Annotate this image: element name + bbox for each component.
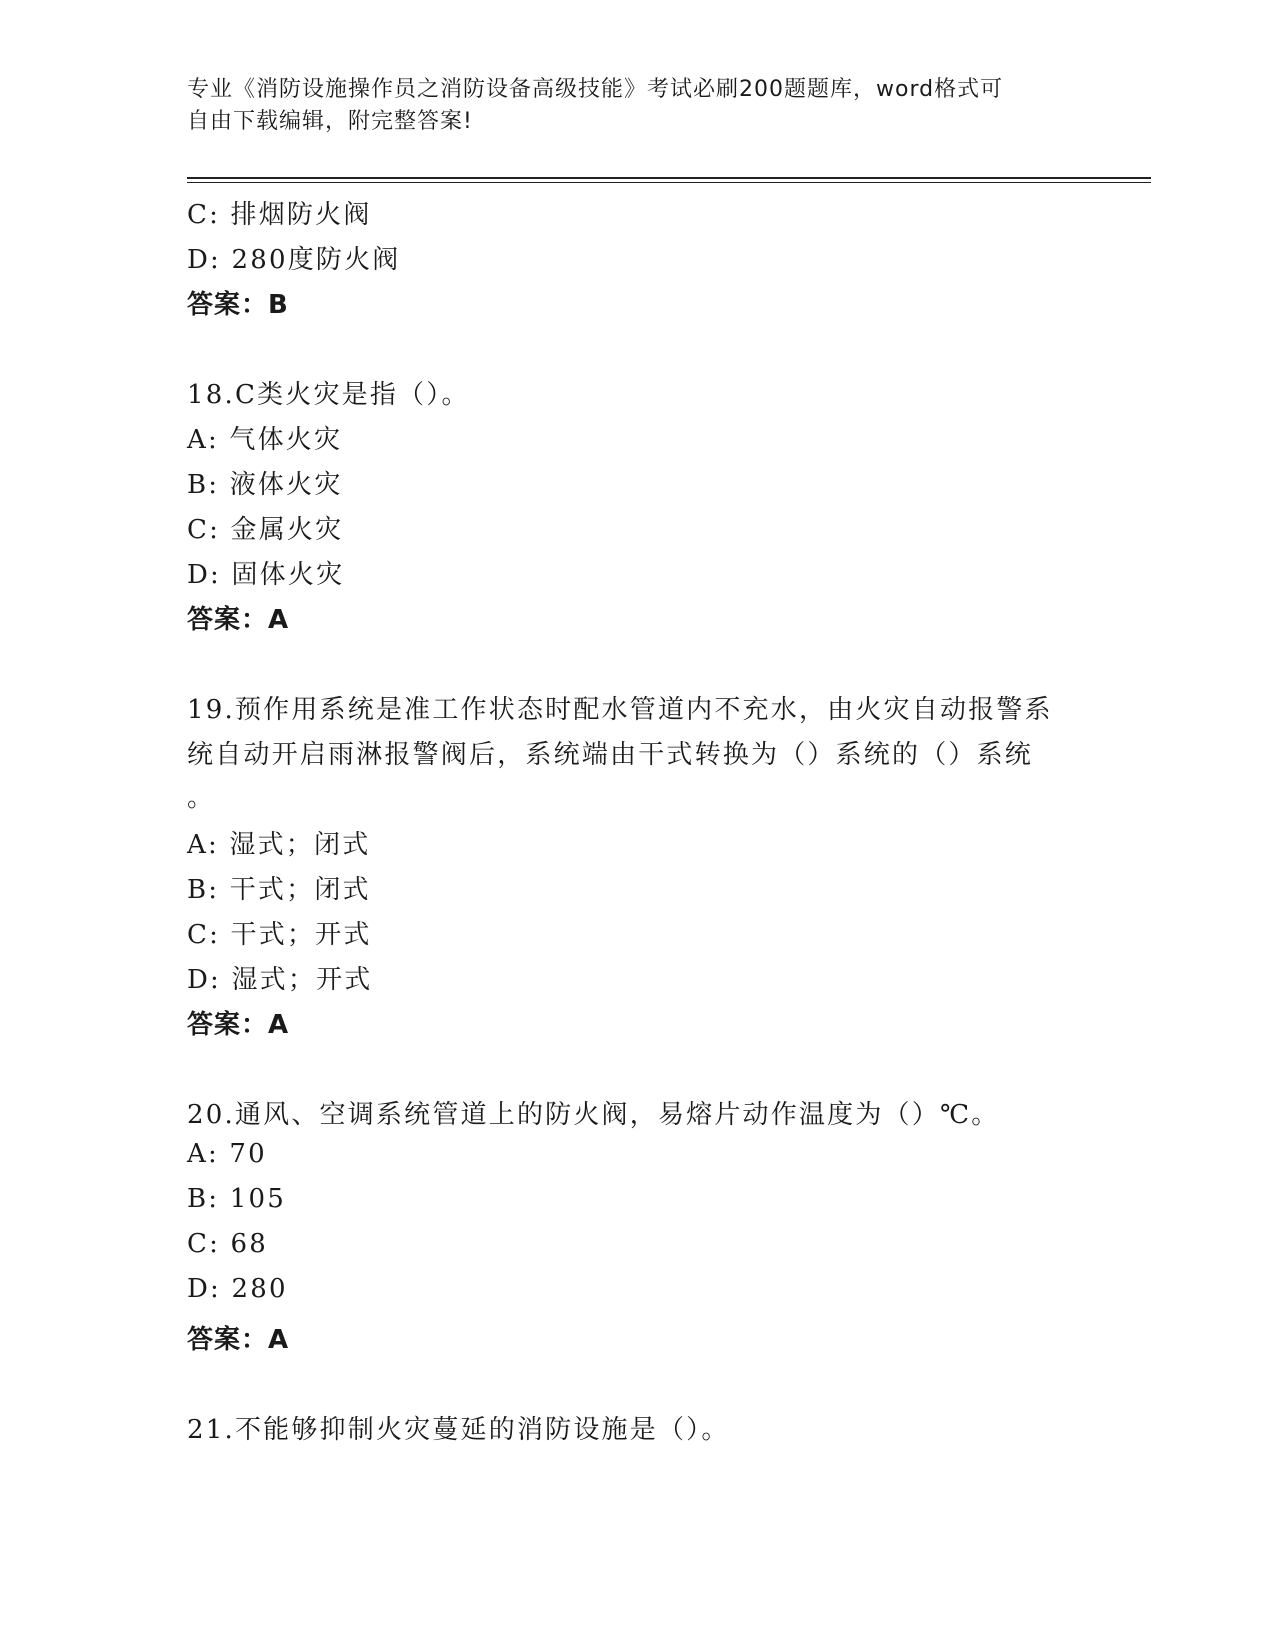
answer-line: 答案：A bbox=[187, 1010, 290, 1040]
question-line: 统自动开启雨淋报警阀后，系统端由干式转换为（）系统的（）系统 bbox=[187, 740, 1034, 770]
header-rule-thick bbox=[187, 177, 1151, 179]
document-header bbox=[187, 74, 1067, 138]
question-line: 19.预作用系统是准工作状态时配水管道内不充水，由火灾自动报警系 bbox=[187, 695, 1053, 725]
question-line: 20.通风、空调系统管道上的防火阀，易熔片动作温度为（）℃。 bbox=[187, 1100, 1000, 1130]
option-line: C: 68 bbox=[187, 1229, 269, 1259]
answer-line: 答案：A bbox=[187, 605, 290, 635]
answer-line: 答案：A bbox=[187, 1325, 290, 1355]
header-line-1: 专业《消防设施操作员之消防设备高级技能》考试必刷200题题库，word格式可 bbox=[187, 77, 1004, 102]
option-line: B: 105 bbox=[187, 1184, 286, 1214]
option-line: D: 湿式；开式 bbox=[187, 965, 373, 995]
option-line: B: 液体火灾 bbox=[187, 470, 343, 500]
option-line: A: 湿式；闭式 bbox=[187, 830, 371, 860]
option-line: D: 固体火灾 bbox=[187, 560, 345, 590]
answer-line: 答案：B bbox=[187, 290, 289, 320]
question-line: 18.C类火灾是指（）。 bbox=[187, 380, 470, 410]
option-line: C: 金属火灾 bbox=[187, 515, 344, 545]
option-line: D: 280度防火阀 bbox=[187, 245, 401, 275]
option-line: D: 280 bbox=[187, 1274, 288, 1304]
option-line: A: 70 bbox=[187, 1139, 267, 1169]
option-line: A: 气体火灾 bbox=[187, 425, 343, 455]
header-line-2: 自由下载编辑，附完整答案! bbox=[187, 109, 473, 134]
option-line: C: 排烟防火阀 bbox=[187, 200, 372, 230]
question-line: 。 bbox=[187, 783, 216, 813]
option-line: B: 干式；闭式 bbox=[187, 875, 371, 905]
option-line: C: 干式；开式 bbox=[187, 920, 372, 950]
header-rule-thin bbox=[187, 182, 1151, 183]
question-line: 21.不能够抑制火灾蔓延的消防设施是（）。 bbox=[187, 1415, 730, 1445]
